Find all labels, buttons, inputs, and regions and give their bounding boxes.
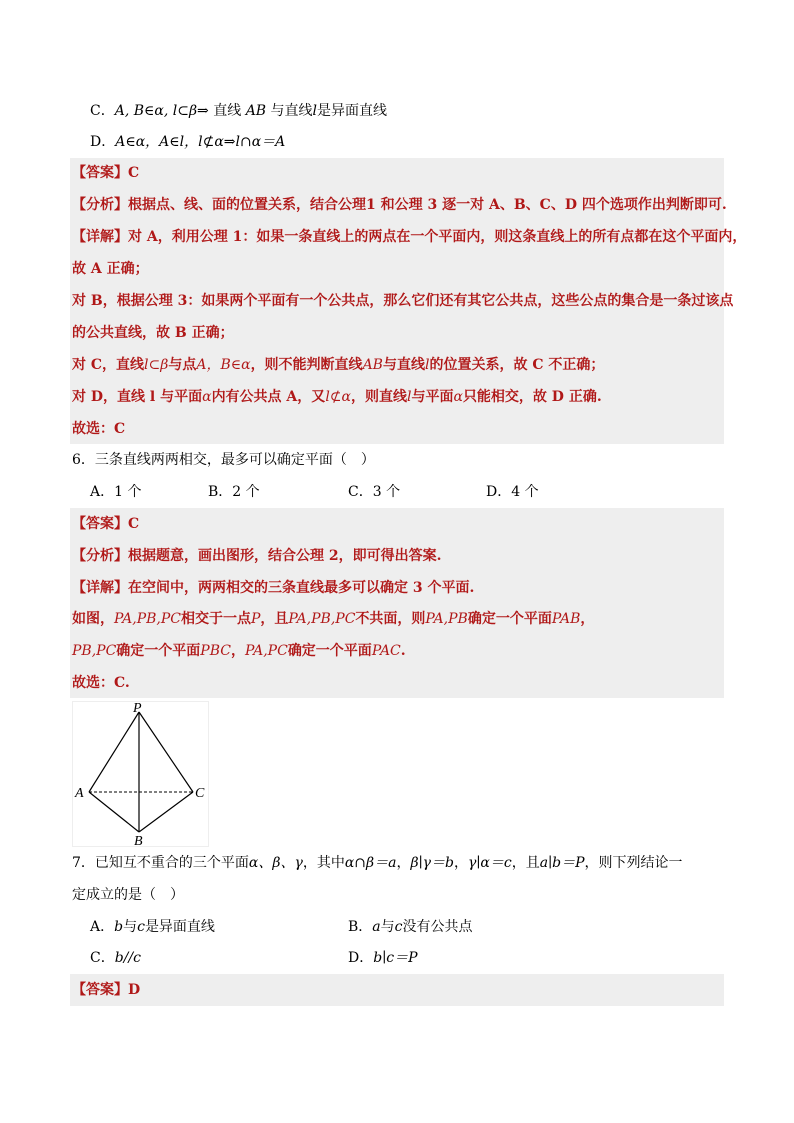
math: b∣c＝P (373, 950, 418, 966)
math: c (137, 919, 145, 935)
detail-text: 对 A，利用公理 1：如果一条直线上的两点在一个平面内，则这条直线上的所有点都在这个平面内， (128, 229, 747, 245)
math: l (312, 103, 318, 119)
label-b: B (134, 834, 143, 846)
text: 只能相交，故 D 正确. (462, 389, 602, 405)
q5-detail-5 (72, 355, 724, 375)
text: 对 D，直线 l 与平面 (72, 389, 203, 405)
math: a (372, 919, 381, 935)
math: a∣b＝P (539, 855, 585, 871)
q6-detail (72, 578, 724, 598)
text: ，且 (260, 611, 289, 627)
q5-detail-4: 的公共直线，故 B 正确； (72, 325, 234, 341)
math: l⊄α (325, 389, 351, 405)
option-label: C． (90, 103, 115, 119)
q6-option-c: C．3 个 (348, 484, 401, 500)
q5-analysis (72, 195, 727, 215)
q7-option-d (348, 948, 418, 968)
text: 不共面，则 (355, 611, 426, 627)
q5-option-c (90, 101, 742, 121)
analysis-tag: 【分析】 (72, 548, 128, 564)
edge-pc (139, 712, 193, 792)
math: γ∣α＝c (467, 855, 512, 871)
text: 确定一个平面 (116, 643, 201, 659)
math: PAC (371, 643, 401, 659)
text: 没有公共点 (402, 919, 473, 935)
math: PA,PC (244, 643, 288, 659)
math: β∣γ＝b (410, 855, 454, 871)
q5-detail-2: 故 A 正确； (72, 261, 149, 277)
text: 与直线 (382, 357, 425, 373)
math: PA,PB,PC (114, 611, 181, 627)
math: l (424, 357, 430, 373)
analysis-text: 根据点、线、面的位置关系，结合公理1 和公理 3 逐一对 A、B、C、D 四个选项作出判断即可. (128, 197, 727, 213)
q7-answer (72, 980, 724, 1000)
math: c (394, 919, 403, 935)
math: α、β、γ (248, 855, 303, 871)
answer-value: C (128, 165, 140, 181)
math: α∩β＝a (344, 855, 397, 871)
math: α (453, 389, 463, 405)
text: 相交于一点 (181, 611, 251, 627)
text: 如图， (72, 611, 114, 627)
math: A∈α，A∈l，l⊄α⇒l∩α＝A (115, 134, 286, 150)
text: 确定一个平面 (287, 643, 372, 659)
q7-option-a (90, 917, 215, 937)
text: . (400, 643, 406, 659)
option-label: D． (90, 134, 116, 150)
text: 对 C，直线 (72, 357, 145, 373)
q5-detail-6 (72, 387, 724, 407)
option-label: C． (90, 950, 115, 966)
text: 直线 (208, 103, 246, 119)
math: b (114, 919, 124, 935)
math: PB,PC (72, 643, 117, 659)
answer-value: C (128, 516, 140, 532)
q6-option-d: D．4 个 (486, 484, 539, 500)
text: ，且 (511, 855, 540, 871)
label-a: A (75, 786, 84, 801)
text: ，则直线 (350, 389, 407, 405)
q6-detail-3 (72, 641, 724, 661)
math: PBC (200, 643, 231, 659)
detail-text: 在空间中，两两相交的三条直线最多可以确定 3 个平面. (128, 580, 475, 596)
text: 是异面直线 (144, 919, 215, 935)
q6-answer (72, 514, 724, 534)
q5-detail-3: 对 B，根据公理 3：如果两个平面有一个公共点，那么它们还有其它公共点，这些公点的集合是一条过该点 (72, 293, 734, 309)
math: A, B∈α, l⊂β⇒ (114, 103, 209, 119)
q5-option-d (90, 132, 742, 152)
answer-tag: 【答案】 (72, 982, 128, 998)
text: 与 (123, 919, 138, 935)
q6-option-a: A．1 个 (90, 484, 142, 500)
analysis-tag: 【分析】 (72, 197, 128, 213)
q6-solution-block (70, 508, 724, 698)
text: 确定一个平面 (467, 611, 552, 627)
answer-value: D (128, 982, 141, 998)
text: 的位置关系，故 C 不正确； (429, 357, 605, 373)
q7-option-b (348, 917, 473, 937)
q5-detail-1 (72, 227, 747, 247)
edge-ab (89, 792, 139, 832)
text: ， (580, 611, 595, 627)
option-label: D． (348, 950, 374, 966)
q6-stem: 6．三条直线两两相交，最多可以确定平面（ ） (72, 452, 375, 468)
math: PA,PB,PC (288, 611, 356, 627)
label-p: P (133, 702, 142, 716)
text: ， (396, 855, 411, 871)
q6-detail-2 (72, 609, 724, 629)
text: 与点 (168, 357, 197, 373)
math: l (406, 389, 412, 405)
text: ， (230, 643, 245, 659)
q6-analysis (72, 546, 724, 566)
answer-tag: 【答案】 (72, 165, 128, 181)
q5-choose: 故选：C (72, 421, 126, 437)
math: PA,PB (425, 611, 468, 627)
detail-tag: 【详解】 (72, 229, 128, 245)
option-label: B． (348, 919, 373, 935)
math: AB (362, 357, 383, 373)
label-c: C (195, 786, 205, 801)
q7-stem-1 (72, 853, 724, 873)
text: ，其中 (302, 855, 345, 871)
text: ，则下列结论一 (584, 855, 683, 871)
q6-option-b: B．2 个 (208, 484, 260, 500)
tetrahedron-figure (72, 701, 209, 847)
math: b//c (114, 950, 141, 966)
q5-answer (72, 163, 724, 183)
analysis-text: 根据题意，画出图形，结合公理 2，即可得出答案. (128, 548, 442, 564)
text: 7．已知互不重合的三个平面 (72, 855, 249, 871)
edge-pa (89, 712, 139, 792)
math: l⊂β (144, 357, 169, 373)
text: ， (453, 855, 468, 871)
math: AB (245, 103, 267, 119)
text: ，则不能判断直线 (250, 357, 363, 373)
math: P (251, 611, 261, 627)
text: 与直线 (266, 103, 313, 119)
math: PAB (551, 611, 581, 627)
detail-tag: 【详解】 (72, 580, 128, 596)
text: 是异面直线 (317, 103, 388, 119)
text: 与平面 (411, 389, 454, 405)
math: A，B∈α (196, 357, 251, 373)
option-label: A． (90, 919, 115, 935)
q7-option-c (90, 948, 141, 968)
q7-stem-2: 定成立的是（ ） (72, 887, 184, 903)
q6-choose: 故选：C. (72, 675, 130, 691)
text: 与 (380, 919, 395, 935)
tetrahedron-diagram (73, 702, 208, 846)
text: 内有公共点 A，又 (211, 389, 326, 405)
edge-bc (139, 792, 193, 832)
answer-tag: 【答案】 (72, 516, 128, 532)
math: α (202, 389, 212, 405)
